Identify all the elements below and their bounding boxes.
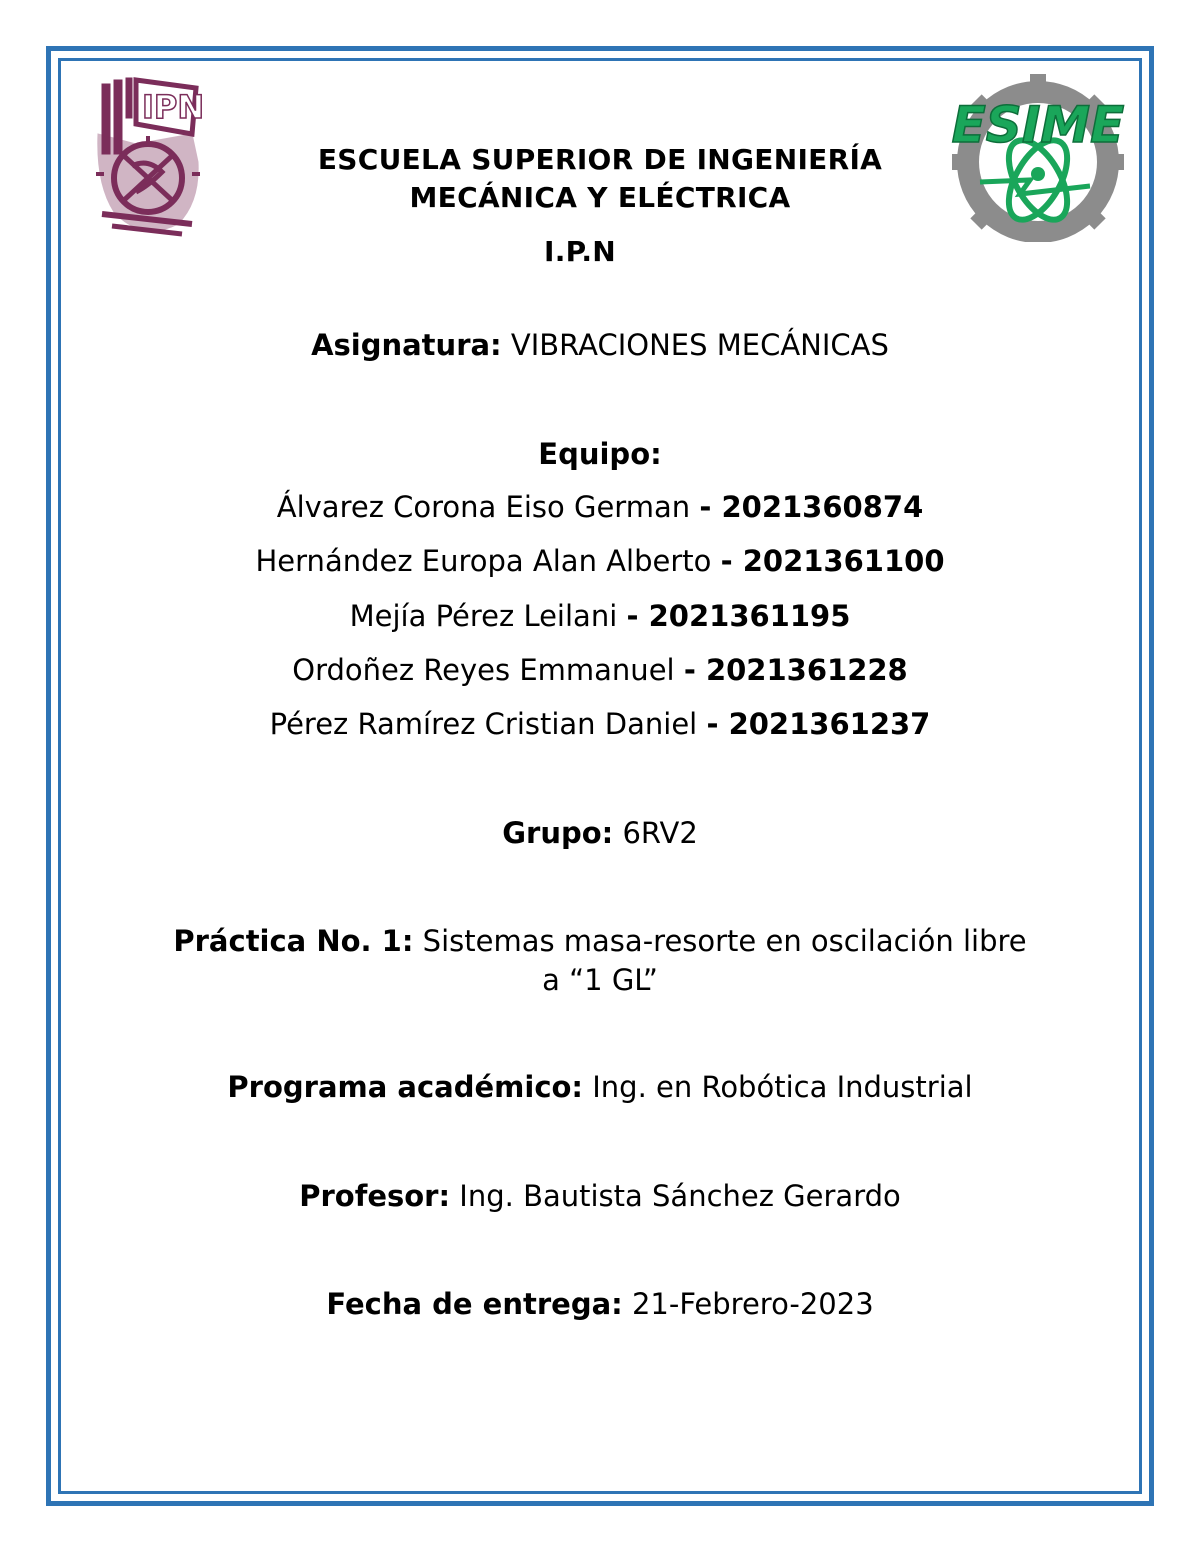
- ipn-logo-text: IPN: [142, 88, 204, 126]
- practice-label: Práctica No. 1:: [173, 924, 414, 958]
- esime-logo-text: ESIME: [951, 96, 1125, 154]
- team-member-name: Ordoñez Reyes Emmanuel: [292, 653, 684, 687]
- practice-value: Sistemas masa-resorte en oscilación libre: [413, 924, 1027, 958]
- professor-value: Ing. Bautista Sánchez Gerardo: [450, 1179, 901, 1213]
- practice-line-2: a “1 GL”: [542, 963, 658, 997]
- page-border-inner: [58, 58, 1142, 1494]
- delivery-date-line: [0, 1286, 1200, 1322]
- school-name-line1: ESCUELA SUPERIOR DE INGENIERÍA: [317, 143, 883, 176]
- team-member: [0, 598, 1200, 634]
- team-member-name: Hernández Europa Alan Alberto: [255, 544, 721, 578]
- team-member: [0, 543, 1200, 579]
- group-value: 6RV2: [613, 816, 698, 850]
- delivery-date-value: 21-Febrero-2023: [622, 1287, 874, 1321]
- subject-label: Asignatura:: [311, 328, 502, 362]
- team-member-id: - 2021360874: [699, 490, 924, 524]
- group-line: [0, 815, 1200, 851]
- subject-line: [0, 327, 1200, 363]
- team-member-id: - 2021361195: [626, 599, 851, 633]
- team-member-id: - 2021361100: [720, 544, 945, 578]
- practice-line: [0, 923, 1200, 959]
- team-member-name: Mejía Pérez Leilani: [349, 599, 627, 633]
- professor-line: [0, 1178, 1200, 1214]
- subject-value: VIBRACIONES MECÁNICAS: [501, 328, 889, 362]
- delivery-date-label: Fecha de entrega:: [326, 1287, 623, 1321]
- team-member: [0, 706, 1200, 742]
- team-member-name: Álvarez Corona Eiso German: [276, 490, 700, 524]
- team-member-id: - 2021361228: [683, 653, 908, 687]
- team-member-name: Pérez Ramírez Cristian Daniel: [269, 707, 707, 741]
- team-member: [0, 652, 1200, 688]
- team-member-id: - 2021361237: [706, 707, 931, 741]
- group-label: Grupo:: [502, 816, 614, 850]
- team-label: Equipo:: [538, 437, 662, 471]
- school-name-line2: MECÁNICA Y ELÉCTRICA: [409, 181, 791, 214]
- program-label: Programa académico:: [227, 1070, 584, 1104]
- professor-label: Profesor:: [299, 1179, 451, 1213]
- institute-name: I.P.N: [543, 235, 616, 268]
- team-label-line: [0, 436, 1200, 472]
- program-line: [0, 1069, 1200, 1105]
- team-member: [0, 489, 1200, 525]
- program-value: Ing. en Robótica Industrial: [583, 1070, 973, 1104]
